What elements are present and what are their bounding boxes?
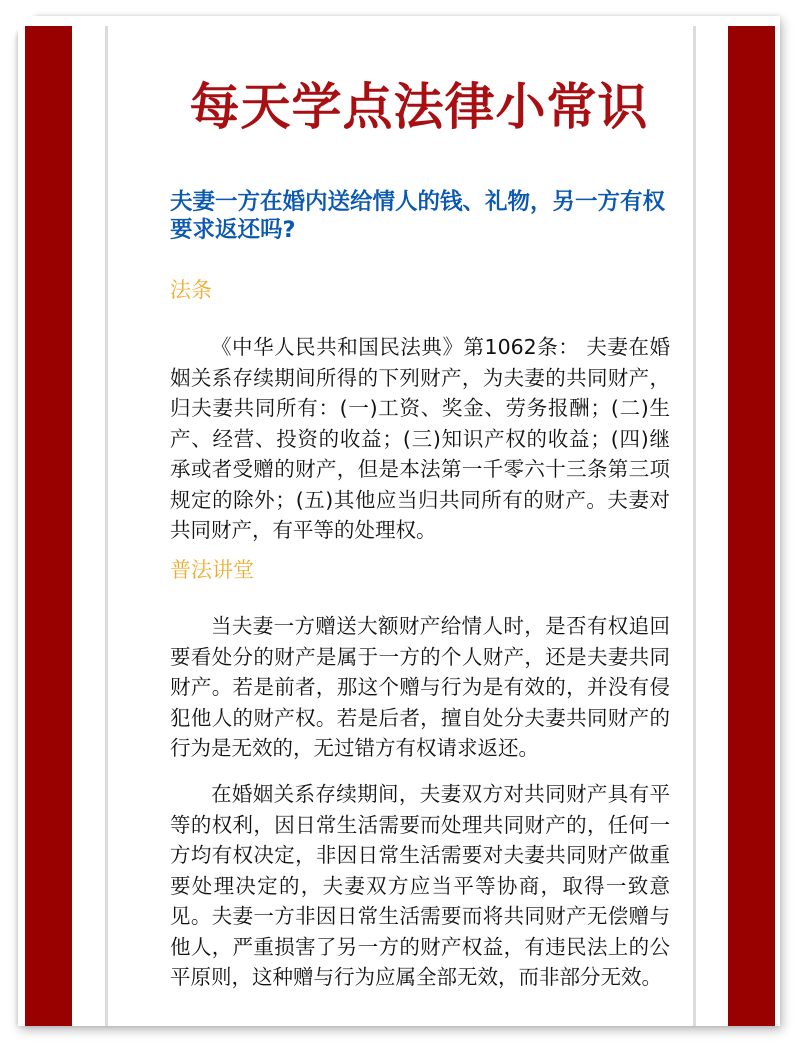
paper-sheet: [18, 16, 780, 1026]
lecture-paragraph-1: 当夫妻一方赠送大额财产给情人时，是否有权追回要看处分的财产是属于一方的个人财产，还是夫妻共同财产。若是前者，那这个赠与行为是有效的，并没有侵犯他人的财产权。若是后者，擅自处分夫妻共同财产的行为是无效的，无过错方有权请求返还。: [170, 614, 670, 760]
right-red-border-bar: [728, 26, 775, 1026]
section-label-legal-lecture: 普法讲堂: [170, 558, 254, 582]
right-divider-line: [693, 26, 696, 1026]
lecture-paragraph-2: 在婚姻关系存续期间，夫妻双方对共同财产具有平等的权利，因日常生活需要而处理共同财产的，任何一方均有权决定，非因日常生活需要对夫妻共同财产做重要处理决定的，夫妻双方应当平等协商，取得一致意见。夫妻一方非因日常生活需要而将共同财产无偿赠与他人，严重损害了另一方的财产权益，有违民法上的公平原则，这种赠与行为应属全部无效，而非部分无效。: [170, 782, 670, 989]
section-label-law-article: 法条: [170, 278, 212, 302]
left-red-border-bar: [25, 26, 72, 1026]
left-divider-line: [105, 26, 108, 1026]
question-heading: 夫妻一方在婚内送给情人的钱、礼物，另一方有权要求返还吗?: [170, 189, 666, 243]
page-title: 每天学点法律小常识: [189, 78, 649, 136]
law-article-paragraph: 《中华人民共和国民法典》第1062条： 夫妻在婚姻关系存续期间所得的下列财产，为夫妻的共同财产，归夫妻共同所有：(一)工资、奖金、劳务报酬；(二)生产、经营、投资的收益；(三)知识产权的收益；(四)继承或者受赠的财产，但是本法第一千零六十三条第三项规定的除外；(五)其他应当归共同所有的财产。夫妻对共同财产，有平等的处理权。: [170, 335, 670, 542]
